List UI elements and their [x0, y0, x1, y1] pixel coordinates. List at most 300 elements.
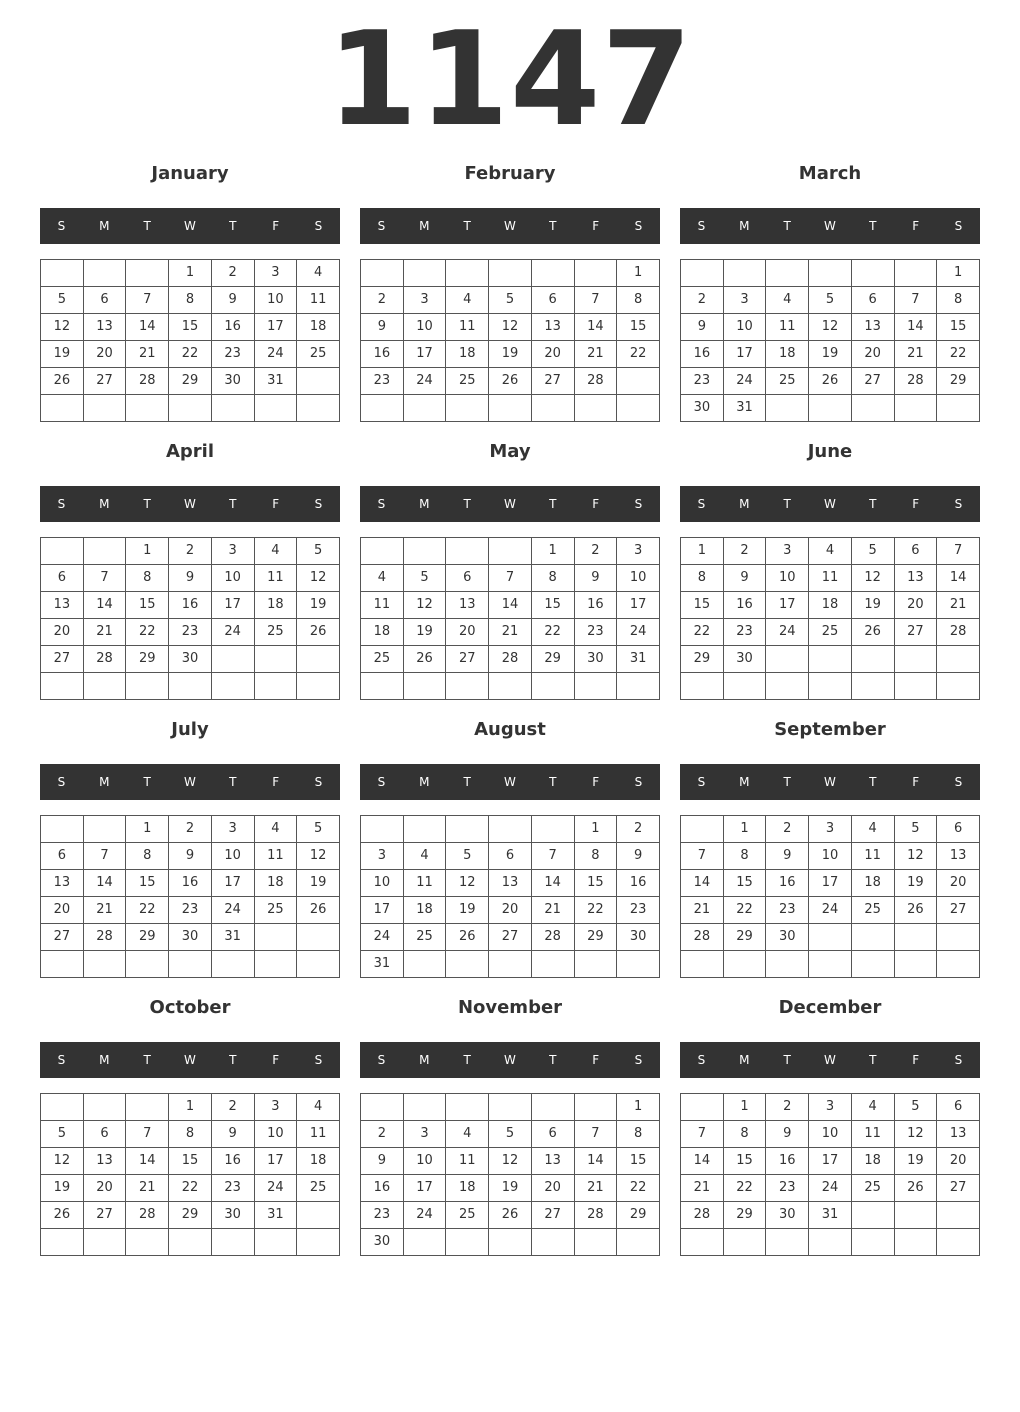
day-cell: 16	[361, 341, 404, 368]
day-cell: 19	[489, 1175, 532, 1202]
weekday-label: M	[419, 219, 430, 233]
day-cell: 23	[681, 368, 724, 395]
day-cell: 21	[574, 1175, 617, 1202]
day-cell: 27	[41, 924, 84, 951]
day-cell	[894, 1229, 937, 1256]
weekday-label: M	[99, 775, 110, 789]
day-cell: 7	[937, 538, 980, 565]
day-cell: 22	[723, 897, 766, 924]
day-cell	[851, 260, 894, 287]
day-cell: 19	[446, 897, 489, 924]
day-cell: 22	[126, 619, 169, 646]
day-cell: 22	[723, 1175, 766, 1202]
day-cell: 6	[937, 816, 980, 843]
week-row	[361, 619, 660, 646]
weekday-label: S	[57, 1053, 66, 1067]
day-cell: 31	[254, 1202, 297, 1229]
day-cell: 16	[681, 341, 724, 368]
day-cell: 30	[211, 1202, 254, 1229]
day-cell: 24	[403, 368, 446, 395]
day-cell: 13	[937, 843, 980, 870]
day-grid	[680, 537, 980, 700]
day-cell: 6	[851, 287, 894, 314]
weekday-label: T	[143, 497, 151, 511]
day-grid	[40, 537, 340, 700]
weekday-header	[40, 208, 340, 244]
weekday-label: M	[419, 775, 430, 789]
day-cell: 18	[851, 1148, 894, 1175]
week-row	[681, 646, 980, 673]
day-cell: 8	[617, 1121, 660, 1148]
day-cell: 22	[531, 619, 574, 646]
month-name: August	[474, 719, 546, 740]
week-row	[681, 951, 980, 978]
day-cell	[531, 816, 574, 843]
week-row	[361, 646, 660, 673]
day-cell: 22	[617, 1175, 660, 1202]
day-cell: 14	[83, 870, 126, 897]
day-cell: 13	[83, 314, 126, 341]
day-cell: 27	[446, 646, 489, 673]
day-cell: 26	[489, 1202, 532, 1229]
day-cell: 1	[126, 538, 169, 565]
weekday-header	[360, 208, 660, 244]
day-cell: 28	[83, 646, 126, 673]
weekday-label: F	[592, 775, 600, 789]
week-row	[41, 673, 340, 700]
weekday-label: M	[99, 497, 110, 511]
day-cell	[41, 538, 84, 565]
day-cell: 4	[766, 287, 809, 314]
month-july	[40, 715, 340, 978]
week-row	[361, 368, 660, 395]
month-may	[360, 437, 660, 700]
day-cell: 2	[211, 260, 254, 287]
day-cell: 27	[531, 1202, 574, 1229]
day-cell	[83, 1229, 126, 1256]
day-cell	[83, 260, 126, 287]
day-cell: 18	[766, 341, 809, 368]
day-grid	[360, 815, 660, 978]
day-cell: 10	[723, 314, 766, 341]
day-cell	[574, 260, 617, 287]
weekday-header	[360, 1042, 660, 1078]
day-cell: 13	[531, 314, 574, 341]
weekday-label: W	[824, 219, 836, 233]
week-row	[41, 368, 340, 395]
day-cell: 3	[211, 538, 254, 565]
day-cell	[446, 1229, 489, 1256]
weekday-label: W	[824, 775, 836, 789]
day-cell: 25	[297, 341, 340, 368]
weekday-label: S	[697, 219, 706, 233]
day-cell	[297, 1202, 340, 1229]
day-cell: 30	[681, 395, 724, 422]
weekday-label: F	[592, 497, 600, 511]
day-cell	[723, 673, 766, 700]
week-row	[361, 1229, 660, 1256]
weekday-label: W	[184, 497, 196, 511]
week-row	[361, 1148, 660, 1175]
day-cell: 18	[297, 314, 340, 341]
week-row	[41, 870, 340, 897]
day-cell: 31	[361, 951, 404, 978]
weekday-label: T	[783, 497, 791, 511]
day-cell: 2	[766, 816, 809, 843]
day-cell: 24	[723, 368, 766, 395]
day-cell: 1	[574, 816, 617, 843]
day-cell	[211, 951, 254, 978]
week-row	[41, 897, 340, 924]
weekday-header	[40, 764, 340, 800]
day-cell: 19	[894, 1148, 937, 1175]
day-cell: 18	[403, 897, 446, 924]
day-cell: 4	[446, 1121, 489, 1148]
day-cell	[446, 395, 489, 422]
day-cell: 20	[41, 619, 84, 646]
day-cell: 5	[41, 1121, 84, 1148]
day-cell	[617, 1229, 660, 1256]
day-cell: 26	[851, 619, 894, 646]
day-cell: 31	[617, 646, 660, 673]
day-cell: 8	[169, 1121, 212, 1148]
day-cell: 10	[211, 843, 254, 870]
month-name: June	[807, 441, 853, 462]
day-cell	[894, 951, 937, 978]
day-cell: 19	[809, 341, 852, 368]
day-cell: 27	[531, 368, 574, 395]
day-cell	[361, 395, 404, 422]
day-cell	[937, 646, 980, 673]
day-cell	[169, 1229, 212, 1256]
weekday-label: W	[504, 1053, 516, 1067]
month-name: March	[798, 163, 862, 184]
day-cell	[894, 260, 937, 287]
day-cell	[809, 924, 852, 951]
day-cell: 4	[809, 538, 852, 565]
day-cell: 13	[489, 870, 532, 897]
day-cell: 3	[254, 260, 297, 287]
day-cell: 21	[531, 897, 574, 924]
day-cell: 4	[254, 538, 297, 565]
day-cell: 17	[211, 592, 254, 619]
day-cell: 28	[937, 619, 980, 646]
day-cell	[361, 816, 404, 843]
day-cell	[723, 260, 766, 287]
day-cell	[126, 673, 169, 700]
weekday-label: M	[99, 1053, 110, 1067]
day-cell: 2	[169, 816, 212, 843]
day-cell: 24	[617, 619, 660, 646]
day-cell	[446, 260, 489, 287]
day-cell: 19	[489, 341, 532, 368]
month-name: April	[165, 441, 215, 462]
weekday-label: S	[954, 1053, 963, 1067]
day-cell: 5	[489, 287, 532, 314]
day-cell: 19	[297, 870, 340, 897]
day-cell: 28	[681, 924, 724, 951]
weekday-label: M	[419, 1053, 430, 1067]
day-cell	[211, 673, 254, 700]
day-cell: 8	[574, 843, 617, 870]
week-row	[681, 816, 980, 843]
day-cell	[489, 1094, 532, 1121]
day-cell	[937, 924, 980, 951]
day-cell	[617, 673, 660, 700]
day-cell	[766, 951, 809, 978]
day-cell: 4	[851, 1094, 894, 1121]
day-cell: 22	[574, 897, 617, 924]
day-cell: 2	[211, 1094, 254, 1121]
week-row	[41, 1148, 340, 1175]
weekday-label: T	[229, 497, 237, 511]
day-cell	[809, 395, 852, 422]
day-cell: 12	[446, 870, 489, 897]
week-row	[41, 924, 340, 951]
day-cell: 9	[169, 843, 212, 870]
day-cell: 8	[126, 565, 169, 592]
day-cell: 8	[723, 1121, 766, 1148]
day-cell: 22	[126, 897, 169, 924]
day-cell: 29	[531, 646, 574, 673]
day-cell	[766, 395, 809, 422]
day-cell: 3	[809, 816, 852, 843]
day-cell: 27	[937, 897, 980, 924]
day-grid	[360, 537, 660, 700]
day-cell: 27	[41, 646, 84, 673]
weekday-label: M	[739, 775, 750, 789]
day-cell: 26	[403, 646, 446, 673]
day-cell: 25	[254, 619, 297, 646]
day-cell: 24	[211, 619, 254, 646]
day-cell	[809, 1229, 852, 1256]
day-cell: 1	[617, 260, 660, 287]
weekday-label: F	[272, 497, 280, 511]
day-cell: 25	[809, 619, 852, 646]
weekday-label: S	[697, 497, 706, 511]
day-cell: 17	[254, 1148, 297, 1175]
weekday-label: S	[57, 497, 66, 511]
day-cell: 12	[809, 314, 852, 341]
weekday-label: S	[634, 219, 643, 233]
month-name: October	[149, 997, 231, 1018]
day-cell: 13	[894, 565, 937, 592]
day-cell: 11	[446, 314, 489, 341]
day-cell: 13	[937, 1121, 980, 1148]
day-cell: 17	[617, 592, 660, 619]
day-cell: 26	[446, 924, 489, 951]
weekday-label: F	[592, 1053, 600, 1067]
day-cell	[297, 673, 340, 700]
day-cell: 12	[403, 592, 446, 619]
day-cell	[361, 538, 404, 565]
day-cell	[403, 260, 446, 287]
day-cell: 12	[41, 314, 84, 341]
day-cell: 8	[126, 843, 169, 870]
week-row	[41, 951, 340, 978]
day-cell: 26	[809, 368, 852, 395]
day-cell: 20	[83, 341, 126, 368]
day-cell: 23	[361, 1202, 404, 1229]
day-cell	[297, 646, 340, 673]
day-cell: 11	[361, 592, 404, 619]
day-cell: 16	[211, 1148, 254, 1175]
day-cell: 7	[489, 565, 532, 592]
day-cell	[723, 951, 766, 978]
day-cell: 17	[723, 341, 766, 368]
day-cell	[41, 1094, 84, 1121]
day-cell: 11	[297, 287, 340, 314]
day-cell: 24	[809, 897, 852, 924]
week-row	[681, 673, 980, 700]
day-cell: 28	[126, 368, 169, 395]
weekday-label: T	[143, 219, 151, 233]
day-cell: 21	[83, 619, 126, 646]
weekday-label: F	[912, 497, 920, 511]
weekday-header	[680, 486, 980, 522]
weekday-label: F	[272, 219, 280, 233]
day-cell: 15	[617, 314, 660, 341]
day-cell: 16	[617, 870, 660, 897]
day-cell: 8	[531, 565, 574, 592]
day-cell: 14	[681, 1148, 724, 1175]
day-cell: 5	[489, 1121, 532, 1148]
day-cell: 20	[894, 592, 937, 619]
day-cell	[851, 1229, 894, 1256]
weekday-label: S	[57, 219, 66, 233]
day-cell	[254, 673, 297, 700]
day-cell: 20	[446, 619, 489, 646]
day-cell: 21	[126, 1175, 169, 1202]
day-cell: 3	[361, 843, 404, 870]
week-row	[681, 592, 980, 619]
day-cell	[851, 395, 894, 422]
weekday-label: T	[463, 775, 471, 789]
day-cell: 16	[361, 1175, 404, 1202]
day-cell: 15	[169, 314, 212, 341]
day-cell: 6	[83, 287, 126, 314]
day-cell: 7	[681, 843, 724, 870]
week-row	[41, 260, 340, 287]
weekday-label: S	[314, 497, 323, 511]
week-row	[361, 592, 660, 619]
day-cell	[403, 951, 446, 978]
day-cell	[403, 1094, 446, 1121]
day-cell: 10	[809, 843, 852, 870]
day-cell	[361, 673, 404, 700]
day-cell: 5	[851, 538, 894, 565]
day-cell: 16	[169, 870, 212, 897]
weekday-label: M	[419, 497, 430, 511]
day-cell: 23	[766, 1175, 809, 1202]
weekday-label: T	[783, 1053, 791, 1067]
day-cell: 25	[766, 368, 809, 395]
weekday-label: T	[463, 219, 471, 233]
day-cell: 2	[574, 538, 617, 565]
week-row	[681, 395, 980, 422]
day-cell: 24	[403, 1202, 446, 1229]
day-cell	[809, 673, 852, 700]
weekday-label: T	[549, 775, 557, 789]
day-cell: 4	[446, 287, 489, 314]
day-cell: 9	[574, 565, 617, 592]
day-cell: 30	[766, 924, 809, 951]
day-cell: 9	[617, 843, 660, 870]
day-cell	[126, 1094, 169, 1121]
day-cell	[41, 951, 84, 978]
weekday-label: T	[549, 219, 557, 233]
day-cell: 10	[809, 1121, 852, 1148]
day-cell: 9	[361, 1148, 404, 1175]
weekday-label: S	[377, 775, 386, 789]
week-row	[41, 1121, 340, 1148]
day-grid	[360, 1093, 660, 1256]
weekday-label: S	[954, 497, 963, 511]
week-row	[681, 1148, 980, 1175]
day-cell: 14	[126, 1148, 169, 1175]
day-cell: 3	[723, 287, 766, 314]
day-cell	[126, 1229, 169, 1256]
month-name: July	[171, 719, 209, 740]
day-cell: 2	[169, 538, 212, 565]
day-cell: 10	[254, 287, 297, 314]
day-cell: 23	[723, 619, 766, 646]
day-cell: 2	[766, 1094, 809, 1121]
day-cell	[681, 951, 724, 978]
day-cell: 29	[169, 368, 212, 395]
day-cell: 26	[489, 368, 532, 395]
day-cell	[617, 368, 660, 395]
day-cell: 11	[809, 565, 852, 592]
day-cell: 1	[126, 816, 169, 843]
week-row	[41, 287, 340, 314]
day-cell: 18	[446, 341, 489, 368]
week-row	[41, 341, 340, 368]
week-row	[681, 870, 980, 897]
day-cell	[211, 395, 254, 422]
day-cell: 26	[41, 1202, 84, 1229]
day-cell: 14	[531, 870, 574, 897]
weekday-label: T	[549, 1053, 557, 1067]
day-cell: 10	[361, 870, 404, 897]
day-cell: 30	[617, 924, 660, 951]
day-cell: 1	[617, 1094, 660, 1121]
day-cell: 23	[617, 897, 660, 924]
day-cell: 12	[894, 843, 937, 870]
day-cell: 1	[169, 1094, 212, 1121]
day-cell	[851, 924, 894, 951]
day-cell: 28	[681, 1202, 724, 1229]
day-cell: 4	[254, 816, 297, 843]
day-cell: 13	[41, 592, 84, 619]
weekday-label: W	[504, 219, 516, 233]
day-cell: 21	[489, 619, 532, 646]
day-cell	[574, 1229, 617, 1256]
day-cell: 21	[574, 341, 617, 368]
day-cell: 15	[723, 1148, 766, 1175]
weekday-label: T	[229, 219, 237, 233]
month-october	[40, 993, 340, 1256]
day-cell	[211, 646, 254, 673]
day-cell: 7	[574, 287, 617, 314]
week-row	[41, 314, 340, 341]
weekday-label: S	[377, 497, 386, 511]
day-cell: 28	[489, 646, 532, 673]
day-cell: 23	[361, 368, 404, 395]
week-row	[41, 565, 340, 592]
day-cell	[169, 673, 212, 700]
day-cell: 9	[211, 287, 254, 314]
